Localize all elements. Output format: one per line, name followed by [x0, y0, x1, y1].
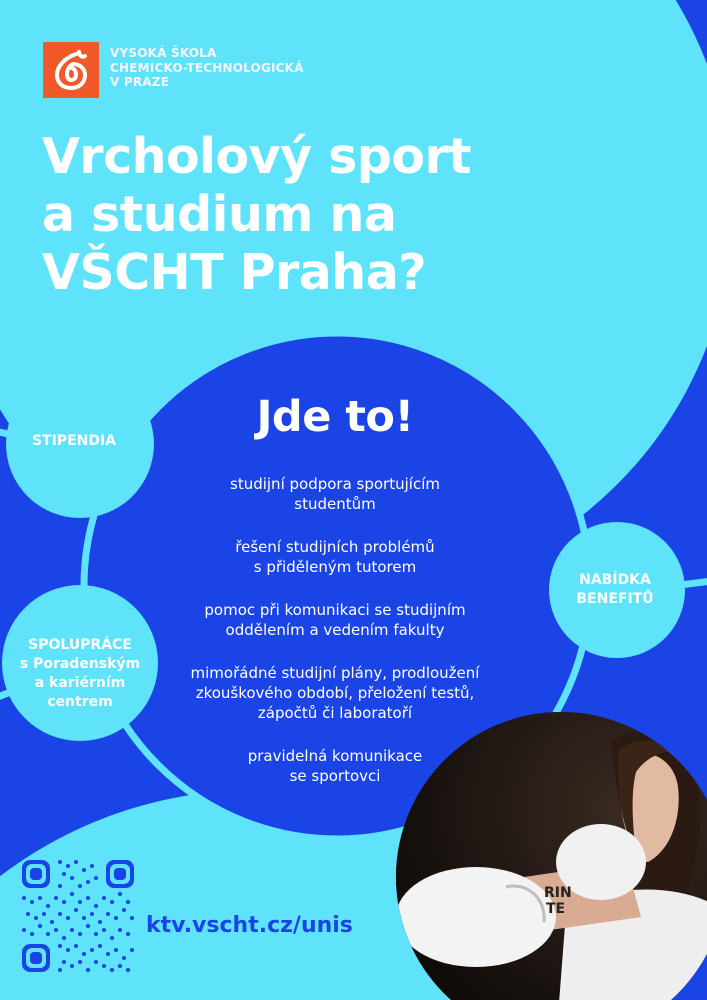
headline-line: a studium na [42, 186, 397, 243]
qr-code-graphic [22, 860, 134, 972]
nabidka-line: NABÍDKA [579, 572, 651, 588]
benefit-line: mimořádné studijní plány, prodloužení [190, 664, 480, 682]
benefit-line: studijní podpora sportujícím [230, 475, 440, 493]
nabidka-line: BENEFITŮ [576, 591, 654, 607]
spoluprace-line: centrem [47, 694, 113, 710]
glove-text: TE [546, 901, 566, 917]
stipendia-label: STIPENDIA [31, 433, 117, 449]
benefit-line: s přiděleným tutorem [253, 558, 417, 576]
logo-line: V PRAZE [110, 75, 170, 89]
benefit-line: oddělením a vedením fakulty [225, 621, 445, 639]
headline-line: VŠCHT Praha? [42, 244, 427, 301]
headline-line: Vrcholový sport [42, 128, 472, 185]
spoluprace-line: a kariérním [34, 675, 126, 691]
logo-mark [43, 42, 99, 98]
benefit-line: pravidelná komunikace [247, 747, 423, 765]
benefit-line: zkouškového období, přeložení testů, [195, 684, 475, 702]
spoluprace-line: SPOLUPRÁCE [28, 637, 132, 653]
headline [42, 128, 471, 302]
qr-code-icon[interactable] [22, 860, 134, 972]
logo-line: VYSOKÁ ŠKOLA [110, 46, 217, 60]
logo-line: CHEMICKO-TECHNOLOGICKÁ [110, 60, 304, 75]
benefit-item [170, 537, 500, 577]
nabidka-label [553, 571, 677, 609]
spoluprace-label [10, 636, 150, 712]
benefit-item [170, 600, 500, 640]
website-link[interactable]: ktv.vscht.cz/unis [146, 913, 353, 938]
benefit-line: se sportovci [289, 767, 381, 785]
benefit-item [170, 474, 500, 514]
benefit-item [170, 663, 500, 723]
logo-text [110, 46, 304, 90]
benefit-line: pomoc při komunikaci se studijním [204, 601, 466, 619]
benefit-line: řešení studijních problémů [235, 538, 435, 556]
glove-text: RIN [544, 885, 572, 901]
flame-drop-icon [43, 42, 99, 98]
benefit-line: studentům [294, 495, 376, 513]
spoluprace-line: s Poradenským [19, 656, 141, 672]
main-title: Jde to! [256, 392, 414, 442]
benefit-line: zápočtů či laboratoří [257, 704, 413, 722]
